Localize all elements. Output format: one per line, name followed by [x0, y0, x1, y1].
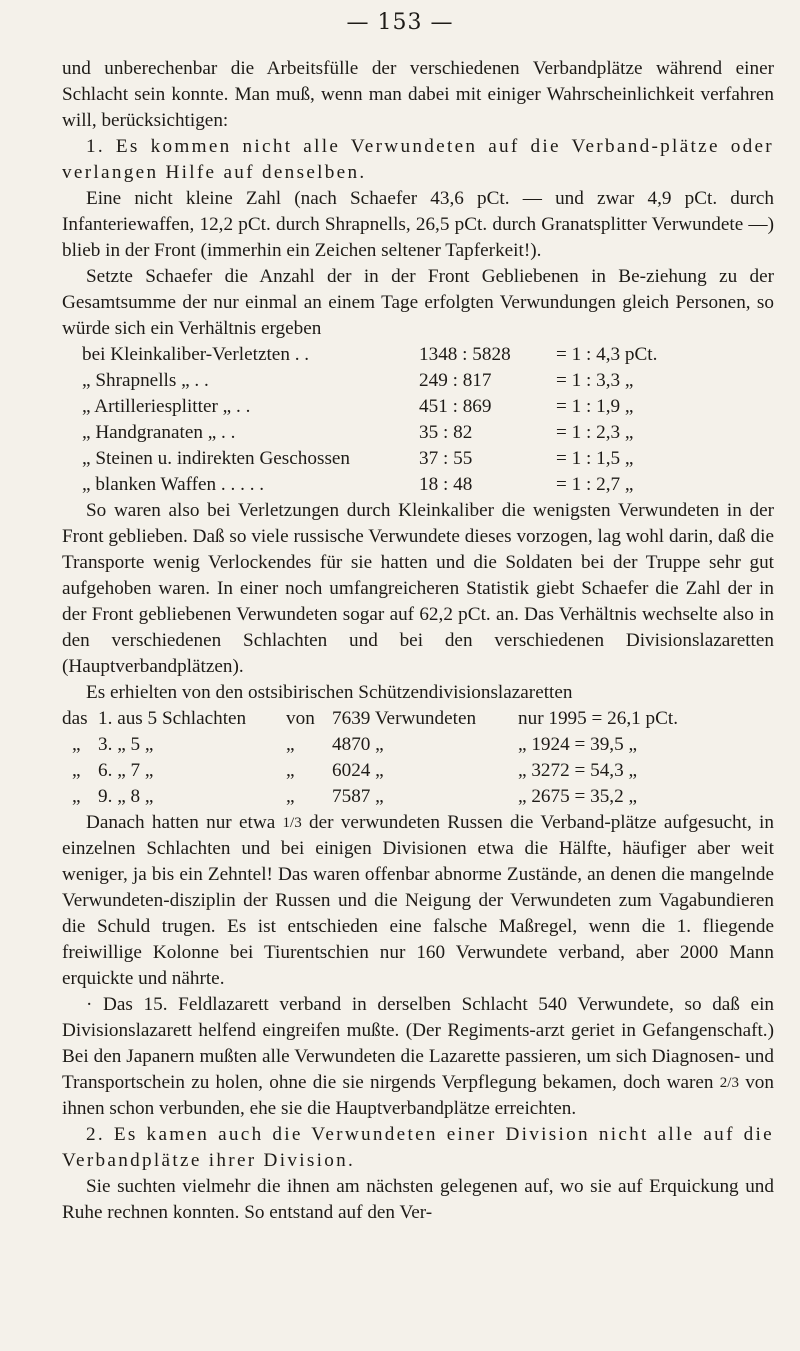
division-battles: 1. aus 5 Schlachten [98, 708, 247, 729]
division-battles: 3. „ 5 „ [98, 734, 154, 755]
ratio-result: = 1 : 2,7 „ [556, 474, 634, 495]
division-prefix: „ [72, 734, 81, 755]
division-result: „ 3272 = 54,3 „ [518, 760, 637, 781]
ratio-result: = 1 : 2,3 „ [556, 422, 634, 443]
heading-point-1: 1. Es kommen nicht alle Verwundeten auf die Verband-plätze oder verlangen Hilfe auf denselben. [62, 136, 774, 183]
division-prefix: „ [72, 760, 81, 781]
page-body [62, 56, 774, 1226]
division-result: „ 1924 = 39,5 „ [518, 734, 637, 755]
paragraph-conclusion [62, 810, 774, 992]
fraction-one-third: 1/3 [282, 815, 302, 831]
ratio-table [62, 342, 774, 498]
division-result: „ 2675 = 35,2 „ [518, 786, 637, 807]
division-wounded: 7587 „ [332, 786, 384, 807]
ratio-values: 18 : 48 [419, 474, 473, 495]
division-row [62, 732, 774, 758]
division-prefix: das [62, 708, 88, 729]
ratio-label: bei Kleinkaliber-Verletzten . . [82, 344, 310, 365]
ratio-label: „ blanken Waffen . . . . . [82, 474, 265, 495]
ratio-result: = 1 : 4,3 pCt. [556, 344, 658, 365]
page-number: — 153 — [346, 10, 454, 35]
paragraph-intro: und unberechenbar die Arbeitsfülle der verschiedenen Verbandplätze während einer Schlacht sein konnte. Man muß, wenn man dabei mit einiger Wahrscheinlichkeit verfahren will, berücksichtigen: [62, 58, 774, 131]
division-von: „ [286, 786, 295, 807]
ratio-row [62, 368, 774, 394]
division-result: nur 1995 = 26,1 pCt. [518, 708, 679, 729]
ratio-result: = 1 : 3,3 „ [556, 370, 634, 391]
feldlazarett-text-b: von ihnen schon verbunden, ehe sie die Hauptverbandplätze erreichten. [62, 1072, 774, 1119]
division-von: „ [286, 760, 295, 781]
conclusion-text-a: Danach hatten nur etwa [86, 812, 283, 833]
paragraph-feldlazarett [62, 992, 774, 1122]
division-wounded: 4870 „ [332, 734, 384, 755]
fraction-two-thirds: 2/3 [719, 1075, 739, 1091]
ratio-label: „ Steinen u. indirekten Geschossen [82, 448, 351, 469]
division-wounded: 7639 Verwundeten [332, 708, 477, 729]
division-von: von [286, 708, 315, 729]
heading-point-2: 2. Es kamen auch die Verwundeten einer Division nicht alle auf die Verbandplätze ihrer Division. [62, 1124, 774, 1171]
ratio-values: 1348 : 5828 [419, 344, 511, 365]
division-row [62, 706, 774, 732]
conclusion-text-b: der verwundeten Russen die Verband-plätze aufgesucht, in einzelnen Schlachten und bei einigen Divisionen etwa die Hälfte, häufiger aber weit weniger, ja bis ein Zehntel! Das waren offenbar abnorme Zustände, an denen die mangelnde Verwundeten-disziplin der Russen und die Neigung der Verwundeten zum Vagabundieren die Schuld trugen. Es ist entschieden eine falsche Maßregel, wenn die 1. fliegende freiwillige Kolonne bei Tiurentschien nur 160 Verwundete verband, aber 2000 Mann erquickte und nährte. [62, 812, 774, 989]
paragraph-front-statistics: So waren also bei Verletzungen durch Kleinkaliber die wenigsten Verwundeten in der Front geblieben. Daß so viele russische Verwundete dieses vorzogen, lag wohl darin, daß die Transporte wenig Verlockendes für sie hatten und die Soldaten bei der Truppe sehr gut aufgehoben waren. In einer noch umfangreicheren Statistik giebt Schaefer die Zahl der in der Front gebliebenen Verwundeten sogar auf 62,2 pCt. an. Das Verhältnis wechselte also in den verschiedenen Schlachten und bei den verschiedenen Divisionslazaretten (Hauptverbandplätzen). [62, 500, 774, 677]
division-row [62, 784, 774, 810]
ratio-row [62, 394, 774, 420]
ratio-result: = 1 : 1,5 „ [556, 448, 634, 469]
paragraph-division-intro: Es erhielten von den ostsibirischen Schützendivisionslazaretten [86, 682, 573, 703]
feldlazarett-text-a: · Das 15. Feldlazarett verband in derselben Schlacht 540 Verwundete, so daß ein Divisionslazarett helfend eingreifen mußte. (Der Regiments-arzt geriet in Gefangenschaft.) Bei den Japanern mußten alle Verwundeten die Lazarette passieren, um sich Diagnosen- und Transportschein zu holen, ohne die sie nirgends Verpflegung bekamen, doch waren [62, 994, 774, 1093]
paragraph-schaefer-figures: Eine nicht kleine Zahl (nach Schaefer 43,6 pCt. — und zwar 4,9 pCt. durch Infanteriewaffen, 12,2 pCt. durch Shrapnells, 26,5 pCt. durch Granatsplitter Verwundete —) blieb in der Front (immerhin ein Zeichen seltener Tapferkeit!). [62, 188, 774, 261]
ratio-result: = 1 : 1,9 „ [556, 396, 634, 417]
ratio-values: 451 : 869 [419, 396, 492, 417]
division-prefix: „ [72, 786, 81, 807]
division-row [62, 758, 774, 784]
ratio-row [62, 420, 774, 446]
division-wounded: 6024 „ [332, 760, 384, 781]
division-table [62, 706, 774, 810]
division-battles: 6. „ 7 „ [98, 760, 154, 781]
ratio-values: 249 : 817 [419, 370, 492, 391]
division-von: „ [286, 734, 295, 755]
ratio-row [62, 446, 774, 472]
ratio-row [62, 342, 774, 368]
division-battles: 9. „ 8 „ [98, 786, 154, 807]
ratio-label: „ Handgranaten „ . . [82, 422, 236, 443]
ratio-values: 35 : 82 [419, 422, 473, 443]
ratio-row [62, 472, 774, 498]
paragraph-closing: Sie suchten vielmehr die ihnen am nächsten gelegenen auf, wo sie auf Erquickung und Ruhe rechnen konnten. So entstand auf den Ver- [62, 1176, 774, 1223]
ratio-label: „ Shrapnells „ . . [82, 370, 209, 391]
paragraph-ratio-intro: Setzte Schaefer die Anzahl der in der Front Gebliebenen in Be-ziehung zu der Gesamtsumme der nur einmal an einem Tage erfolgten Verwundungen gleich Personen, so würde sich ein Verhältnis ergeben [62, 266, 774, 339]
ratio-values: 37 : 55 [419, 448, 473, 469]
ratio-label: „ Artilleriesplitter „ . . [82, 396, 251, 417]
